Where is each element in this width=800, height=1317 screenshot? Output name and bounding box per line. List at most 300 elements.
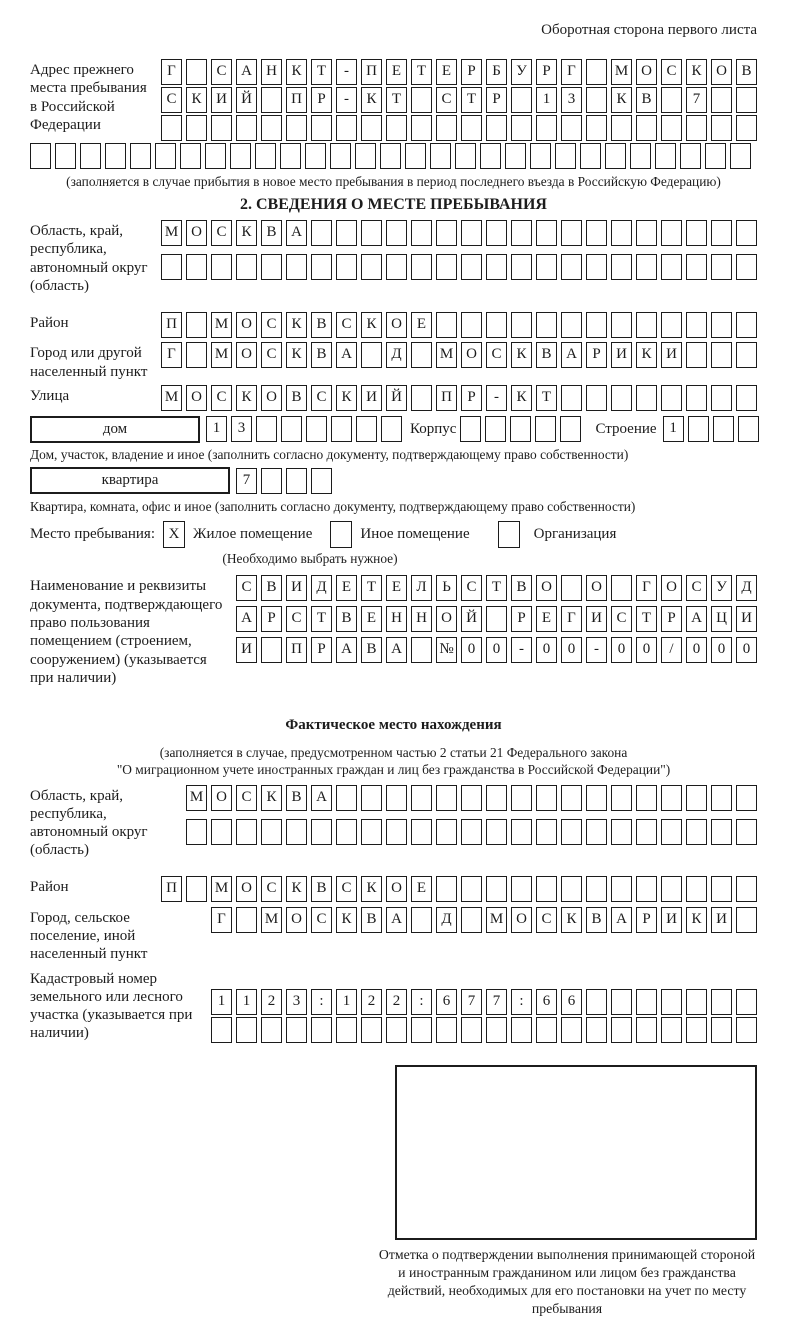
char-cell[interactable]: М: [611, 59, 632, 85]
char-cell[interactable]: [586, 115, 607, 141]
char-cell[interactable]: [460, 416, 481, 442]
char-cell[interactable]: 1: [336, 989, 357, 1015]
char-cell[interactable]: С: [236, 575, 257, 601]
char-cell[interactable]: [661, 312, 682, 338]
char-cell[interactable]: Е: [386, 575, 407, 601]
char-cell[interactable]: [461, 785, 482, 811]
char-cell[interactable]: [186, 59, 207, 85]
char-cell[interactable]: [486, 115, 507, 141]
char-cell[interactable]: К: [286, 312, 307, 338]
char-cell[interactable]: [686, 1017, 707, 1043]
char-cell[interactable]: [186, 819, 207, 845]
char-cell[interactable]: Р: [486, 87, 507, 113]
char-cell[interactable]: К: [286, 342, 307, 368]
char-cell[interactable]: [536, 785, 557, 811]
char-cell[interactable]: [605, 143, 626, 169]
char-cell[interactable]: [411, 819, 432, 845]
char-cell[interactable]: [586, 59, 607, 85]
char-cell[interactable]: С: [236, 785, 257, 811]
char-cell[interactable]: [505, 143, 526, 169]
char-cell[interactable]: [661, 819, 682, 845]
char-cell[interactable]: [736, 87, 757, 113]
char-cell[interactable]: [736, 312, 757, 338]
char-cell[interactable]: [586, 819, 607, 845]
char-cell[interactable]: [611, 876, 632, 902]
char-cell[interactable]: [661, 87, 682, 113]
char-cell[interactable]: С: [211, 220, 232, 246]
char-cell[interactable]: М: [436, 342, 457, 368]
char-cell[interactable]: [311, 468, 332, 494]
char-cell[interactable]: Й: [386, 385, 407, 411]
char-cell[interactable]: [686, 385, 707, 411]
char-cell[interactable]: Р: [536, 59, 557, 85]
char-cell[interactable]: 1: [663, 416, 684, 442]
char-cell[interactable]: [686, 220, 707, 246]
char-cell[interactable]: К: [336, 907, 357, 933]
char-cell[interactable]: [561, 1017, 582, 1043]
char-cell[interactable]: 2: [386, 989, 407, 1015]
char-cell[interactable]: В: [311, 876, 332, 902]
char-cell[interactable]: [611, 385, 632, 411]
char-cell[interactable]: [261, 637, 282, 663]
char-cell[interactable]: О: [386, 876, 407, 902]
char-cell[interactable]: [511, 1017, 532, 1043]
char-cell[interactable]: [405, 143, 426, 169]
char-cell[interactable]: [560, 416, 581, 442]
char-cell[interactable]: [636, 115, 657, 141]
char-cell[interactable]: -: [336, 59, 357, 85]
char-cell[interactable]: [55, 143, 76, 169]
char-cell[interactable]: В: [311, 342, 332, 368]
char-cell[interactable]: [386, 819, 407, 845]
char-cell[interactable]: [211, 819, 232, 845]
char-cell[interactable]: [306, 416, 327, 442]
char-cell[interactable]: Е: [386, 59, 407, 85]
char-cell[interactable]: [736, 342, 757, 368]
char-cell[interactable]: О: [461, 342, 482, 368]
char-cell[interactable]: О: [261, 385, 282, 411]
char-cell[interactable]: Г: [161, 342, 182, 368]
char-cell[interactable]: [711, 115, 732, 141]
char-cell[interactable]: М: [211, 312, 232, 338]
char-cell[interactable]: [236, 115, 257, 141]
char-cell[interactable]: 0: [736, 637, 757, 663]
char-cell[interactable]: [511, 115, 532, 141]
char-cell[interactable]: [611, 254, 632, 280]
char-cell[interactable]: Г: [561, 59, 582, 85]
char-cell[interactable]: [661, 876, 682, 902]
char-cell[interactable]: Р: [461, 385, 482, 411]
char-cell[interactable]: О: [511, 907, 532, 933]
char-cell[interactable]: [336, 1017, 357, 1043]
char-cell[interactable]: [286, 115, 307, 141]
char-cell[interactable]: [130, 143, 151, 169]
char-cell[interactable]: Е: [361, 606, 382, 632]
char-cell[interactable]: О: [661, 575, 682, 601]
char-cell[interactable]: 0: [636, 637, 657, 663]
char-cell[interactable]: [711, 385, 732, 411]
char-cell[interactable]: [261, 254, 282, 280]
char-cell[interactable]: [561, 220, 582, 246]
char-cell[interactable]: Г: [636, 575, 657, 601]
char-cell[interactable]: [355, 143, 376, 169]
char-cell[interactable]: [511, 312, 532, 338]
char-cell[interactable]: [711, 254, 732, 280]
char-cell[interactable]: [486, 254, 507, 280]
char-cell[interactable]: [430, 143, 451, 169]
char-cell[interactable]: [336, 785, 357, 811]
char-cell[interactable]: О: [536, 575, 557, 601]
char-cell[interactable]: Т: [311, 606, 332, 632]
char-cell[interactable]: [536, 220, 557, 246]
char-cell[interactable]: [361, 115, 382, 141]
char-cell[interactable]: [411, 637, 432, 663]
char-cell[interactable]: [661, 115, 682, 141]
char-cell[interactable]: [286, 1017, 307, 1043]
char-cell[interactable]: [330, 143, 351, 169]
char-cell[interactable]: -: [486, 385, 507, 411]
char-cell[interactable]: С: [536, 907, 557, 933]
char-cell[interactable]: [236, 254, 257, 280]
char-cell[interactable]: [236, 1017, 257, 1043]
char-cell[interactable]: [380, 143, 401, 169]
char-cell[interactable]: [711, 819, 732, 845]
char-cell[interactable]: [411, 87, 432, 113]
char-cell[interactable]: Ц: [711, 606, 732, 632]
char-cell[interactable]: [736, 115, 757, 141]
char-cell[interactable]: [586, 220, 607, 246]
char-cell[interactable]: 0: [561, 637, 582, 663]
char-cell[interactable]: С: [261, 342, 282, 368]
char-cell[interactable]: [536, 1017, 557, 1043]
char-cell[interactable]: [286, 819, 307, 845]
char-cell[interactable]: О: [386, 312, 407, 338]
char-cell[interactable]: Е: [411, 312, 432, 338]
char-cell[interactable]: [561, 876, 582, 902]
char-cell[interactable]: А: [236, 606, 257, 632]
char-cell[interactable]: И: [286, 575, 307, 601]
char-cell[interactable]: [461, 1017, 482, 1043]
char-cell[interactable]: [736, 254, 757, 280]
char-cell[interactable]: Е: [336, 575, 357, 601]
char-cell[interactable]: Н: [386, 606, 407, 632]
char-cell[interactable]: [480, 143, 501, 169]
char-cell[interactable]: С: [261, 876, 282, 902]
char-cell[interactable]: [286, 254, 307, 280]
char-cell[interactable]: И: [711, 907, 732, 933]
char-cell[interactable]: [705, 143, 726, 169]
char-cell[interactable]: [688, 416, 709, 442]
char-cell[interactable]: [611, 220, 632, 246]
char-cell[interactable]: [511, 876, 532, 902]
char-cell[interactable]: [311, 254, 332, 280]
char-cell[interactable]: [486, 785, 507, 811]
char-cell[interactable]: [361, 819, 382, 845]
char-cell[interactable]: [586, 254, 607, 280]
char-cell[interactable]: [736, 785, 757, 811]
char-cell[interactable]: [286, 468, 307, 494]
char-cell[interactable]: 7: [236, 468, 257, 494]
char-cell[interactable]: А: [386, 637, 407, 663]
char-cell[interactable]: [511, 819, 532, 845]
char-cell[interactable]: [736, 989, 757, 1015]
char-cell[interactable]: [680, 143, 701, 169]
char-cell[interactable]: [311, 1017, 332, 1043]
char-cell[interactable]: С: [161, 87, 182, 113]
char-cell[interactable]: [361, 342, 382, 368]
char-cell[interactable]: [730, 143, 751, 169]
char-cell[interactable]: [636, 1017, 657, 1043]
char-cell[interactable]: [510, 416, 531, 442]
char-cell[interactable]: Н: [411, 606, 432, 632]
char-cell[interactable]: [586, 1017, 607, 1043]
char-cell[interactable]: [331, 416, 352, 442]
char-cell[interactable]: К: [511, 385, 532, 411]
char-cell[interactable]: С: [611, 606, 632, 632]
char-cell[interactable]: [436, 220, 457, 246]
char-cell[interactable]: [561, 254, 582, 280]
char-cell[interactable]: [461, 907, 482, 933]
char-cell[interactable]: [105, 143, 126, 169]
char-cell[interactable]: [711, 1017, 732, 1043]
char-cell[interactable]: И: [661, 907, 682, 933]
char-cell[interactable]: /: [661, 637, 682, 663]
char-cell[interactable]: [561, 785, 582, 811]
char-cell[interactable]: М: [486, 907, 507, 933]
char-cell[interactable]: О: [436, 606, 457, 632]
char-cell[interactable]: [186, 342, 207, 368]
char-cell[interactable]: Т: [386, 87, 407, 113]
char-cell[interactable]: 1: [236, 989, 257, 1015]
char-cell[interactable]: 2: [261, 989, 282, 1015]
char-cell[interactable]: А: [561, 342, 582, 368]
char-cell[interactable]: И: [586, 606, 607, 632]
char-cell[interactable]: 1: [536, 87, 557, 113]
char-cell[interactable]: Г: [211, 907, 232, 933]
char-cell[interactable]: [336, 115, 357, 141]
char-cell[interactable]: [711, 876, 732, 902]
char-cell[interactable]: [211, 115, 232, 141]
char-cell[interactable]: [381, 416, 402, 442]
char-cell[interactable]: [561, 385, 582, 411]
char-cell[interactable]: К: [686, 907, 707, 933]
char-cell[interactable]: Л: [411, 575, 432, 601]
char-cell[interactable]: [736, 1017, 757, 1043]
char-cell[interactable]: -: [586, 637, 607, 663]
char-cell[interactable]: О: [236, 312, 257, 338]
char-cell[interactable]: Р: [311, 87, 332, 113]
char-cell[interactable]: И: [211, 87, 232, 113]
char-cell[interactable]: П: [361, 59, 382, 85]
char-cell[interactable]: С: [336, 876, 357, 902]
char-cell[interactable]: [180, 143, 201, 169]
char-cell[interactable]: [511, 87, 532, 113]
char-cell[interactable]: 0: [611, 637, 632, 663]
char-cell[interactable]: [736, 907, 757, 933]
char-cell[interactable]: [661, 989, 682, 1015]
char-cell[interactable]: К: [361, 87, 382, 113]
char-cell[interactable]: :: [411, 989, 432, 1015]
char-cell[interactable]: [486, 312, 507, 338]
char-cell[interactable]: К: [236, 220, 257, 246]
char-cell[interactable]: [535, 416, 556, 442]
char-cell[interactable]: [281, 416, 302, 442]
char-cell[interactable]: [356, 416, 377, 442]
char-cell[interactable]: С: [486, 342, 507, 368]
char-cell[interactable]: М: [161, 385, 182, 411]
char-cell[interactable]: [486, 876, 507, 902]
char-cell[interactable]: [530, 143, 551, 169]
char-cell[interactable]: Б: [486, 59, 507, 85]
char-cell[interactable]: [411, 115, 432, 141]
char-cell[interactable]: [485, 416, 506, 442]
char-cell[interactable]: К: [511, 342, 532, 368]
char-cell[interactable]: [161, 115, 182, 141]
char-cell[interactable]: С: [436, 87, 457, 113]
char-cell[interactable]: [686, 819, 707, 845]
char-cell[interactable]: Й: [461, 606, 482, 632]
char-cell[interactable]: И: [611, 342, 632, 368]
char-cell[interactable]: П: [436, 385, 457, 411]
char-cell[interactable]: В: [286, 385, 307, 411]
char-cell[interactable]: [486, 819, 507, 845]
char-cell[interactable]: О: [286, 907, 307, 933]
char-cell[interactable]: П: [286, 87, 307, 113]
char-cell[interactable]: [611, 819, 632, 845]
char-cell[interactable]: [561, 115, 582, 141]
char-cell[interactable]: [311, 115, 332, 141]
char-cell[interactable]: [256, 416, 277, 442]
char-cell[interactable]: [361, 1017, 382, 1043]
char-cell[interactable]: [336, 220, 357, 246]
char-cell[interactable]: [436, 819, 457, 845]
char-cell[interactable]: [611, 989, 632, 1015]
char-cell[interactable]: [361, 220, 382, 246]
char-cell[interactable]: И: [236, 637, 257, 663]
char-cell[interactable]: :: [511, 989, 532, 1015]
char-cell[interactable]: [186, 876, 207, 902]
char-cell[interactable]: Т: [461, 87, 482, 113]
char-cell[interactable]: [80, 143, 101, 169]
char-cell[interactable]: [30, 143, 51, 169]
char-cell[interactable]: И: [361, 385, 382, 411]
char-cell[interactable]: А: [336, 637, 357, 663]
char-cell[interactable]: [211, 1017, 232, 1043]
char-cell[interactable]: [461, 254, 482, 280]
char-cell[interactable]: [411, 254, 432, 280]
char-cell[interactable]: [361, 254, 382, 280]
char-cell[interactable]: [711, 220, 732, 246]
char-cell[interactable]: А: [386, 907, 407, 933]
char-cell[interactable]: [280, 143, 301, 169]
char-cell[interactable]: [630, 143, 651, 169]
char-cell[interactable]: А: [236, 59, 257, 85]
char-cell[interactable]: Р: [511, 606, 532, 632]
stay-type-checkbox-other[interactable]: [330, 521, 352, 548]
char-cell[interactable]: [261, 1017, 282, 1043]
char-cell[interactable]: 7: [686, 87, 707, 113]
char-cell[interactable]: Т: [311, 59, 332, 85]
char-cell[interactable]: И: [736, 606, 757, 632]
char-cell[interactable]: [511, 254, 532, 280]
char-cell[interactable]: С: [311, 385, 332, 411]
char-cell[interactable]: О: [186, 385, 207, 411]
char-cell[interactable]: [511, 220, 532, 246]
char-cell[interactable]: [561, 312, 582, 338]
char-cell[interactable]: [261, 115, 282, 141]
char-cell[interactable]: [713, 416, 734, 442]
char-cell[interactable]: [586, 785, 607, 811]
char-cell[interactable]: [636, 785, 657, 811]
char-cell[interactable]: О: [236, 342, 257, 368]
house-box[interactable]: дом: [30, 416, 200, 443]
char-cell[interactable]: 6: [436, 989, 457, 1015]
char-cell[interactable]: [611, 1017, 632, 1043]
char-cell[interactable]: К: [336, 385, 357, 411]
char-cell[interactable]: Г: [561, 606, 582, 632]
char-cell[interactable]: 0: [711, 637, 732, 663]
char-cell[interactable]: М: [211, 876, 232, 902]
char-cell[interactable]: [186, 115, 207, 141]
char-cell[interactable]: Д: [386, 342, 407, 368]
char-cell[interactable]: Ь: [436, 575, 457, 601]
char-cell[interactable]: [536, 819, 557, 845]
char-cell[interactable]: М: [211, 342, 232, 368]
char-cell[interactable]: К: [186, 87, 207, 113]
char-cell[interactable]: [461, 220, 482, 246]
char-cell[interactable]: С: [286, 606, 307, 632]
char-cell[interactable]: [386, 220, 407, 246]
char-cell[interactable]: [411, 785, 432, 811]
char-cell[interactable]: [661, 254, 682, 280]
char-cell[interactable]: А: [336, 342, 357, 368]
char-cell[interactable]: [411, 220, 432, 246]
char-cell[interactable]: [611, 312, 632, 338]
char-cell[interactable]: [661, 220, 682, 246]
char-cell[interactable]: [555, 143, 576, 169]
char-cell[interactable]: [236, 819, 257, 845]
char-cell[interactable]: [636, 819, 657, 845]
char-cell[interactable]: М: [186, 785, 207, 811]
char-cell[interactable]: [736, 876, 757, 902]
char-cell[interactable]: [186, 254, 207, 280]
char-cell[interactable]: 3: [561, 87, 582, 113]
char-cell[interactable]: [536, 312, 557, 338]
char-cell[interactable]: Н: [261, 59, 282, 85]
char-cell[interactable]: [261, 87, 282, 113]
char-cell[interactable]: Д: [436, 907, 457, 933]
char-cell[interactable]: [655, 143, 676, 169]
apartment-box[interactable]: квартира: [30, 467, 230, 494]
char-cell[interactable]: [686, 254, 707, 280]
char-cell[interactable]: [711, 87, 732, 113]
char-cell[interactable]: С: [686, 575, 707, 601]
char-cell[interactable]: К: [286, 876, 307, 902]
char-cell[interactable]: [586, 385, 607, 411]
char-cell[interactable]: [586, 876, 607, 902]
char-cell[interactable]: [311, 819, 332, 845]
char-cell[interactable]: Е: [411, 876, 432, 902]
char-cell[interactable]: [580, 143, 601, 169]
char-cell[interactable]: [161, 254, 182, 280]
char-cell[interactable]: А: [611, 907, 632, 933]
char-cell[interactable]: [511, 785, 532, 811]
char-cell[interactable]: [261, 468, 282, 494]
char-cell[interactable]: 0: [536, 637, 557, 663]
stay-type-checkbox-organization[interactable]: [498, 521, 520, 548]
char-cell[interactable]: С: [336, 312, 357, 338]
char-cell[interactable]: О: [636, 59, 657, 85]
